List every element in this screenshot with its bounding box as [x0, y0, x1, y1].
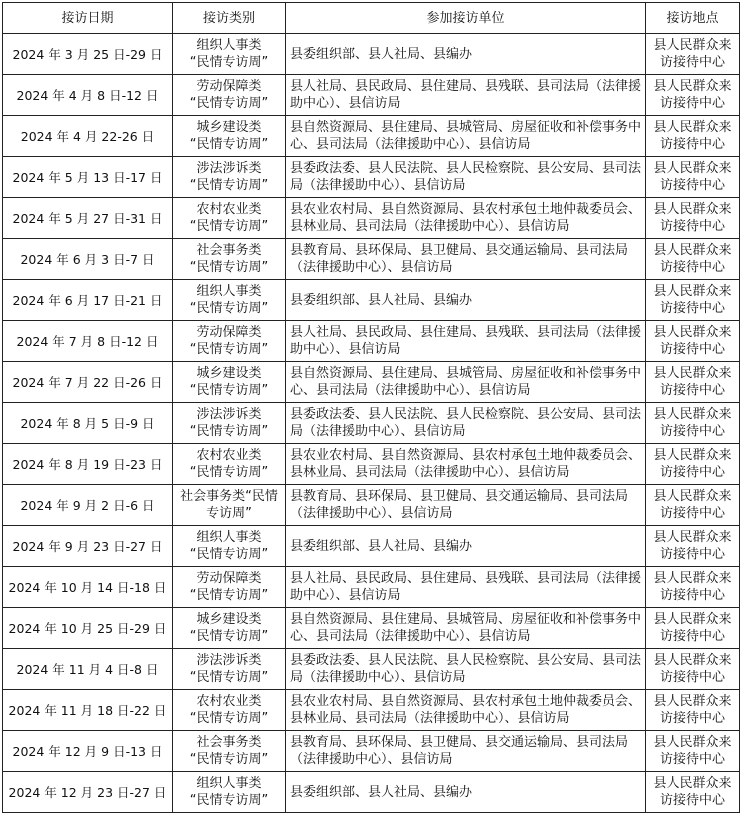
units-cell: 县委组织部、县人社局、县编办	[286, 34, 646, 75]
location-cell: 县人民群众来访接待中心	[646, 403, 740, 444]
category-cell: 劳动保障类 “民情专访周”	[173, 321, 286, 362]
date-cell: 2024 年 12 月 23 日-27 日	[3, 772, 173, 813]
category-cell: 涉法涉诉类 “民情专访周”	[173, 403, 286, 444]
date-cell: 2024 年 5 月 27 日-31 日	[3, 198, 173, 239]
category-cell: 社会事务类 “民情专访周”	[173, 239, 286, 280]
table-row	[3, 280, 740, 321]
date-cell: 2024 年 9 月 23 日-27 日	[3, 526, 173, 567]
header-category: 接访类别	[173, 3, 286, 34]
units-cell: 县人社局、县民政局、县住建局、县残联、县司法局（法律援助中心）、县信访局	[286, 321, 646, 362]
date-cell: 2024 年 7 月 8 日-12 日	[3, 321, 173, 362]
table-row	[3, 403, 740, 444]
location-cell: 县人民群众来访接待中心	[646, 649, 740, 690]
location-cell: 县人民群众来访接待中心	[646, 34, 740, 75]
table-row	[3, 567, 740, 608]
date-cell: 2024 年 6 月 17 日-21 日	[3, 280, 173, 321]
date-cell: 2024 年 3 月 25 日-29 日	[3, 34, 173, 75]
units-cell: 县教育局、县环保局、县卫健局、县交通运输局、县司法局（法律援助中心）、县信访局	[286, 485, 646, 526]
location-cell: 县人民群众来访接待中心	[646, 772, 740, 813]
table-row	[3, 75, 740, 116]
location-cell: 县人民群众来访接待中心	[646, 362, 740, 403]
units-cell: 县人社局、县民政局、县住建局、县残联、县司法局（法律援助中心）、县信访局	[286, 75, 646, 116]
category-cell: 社会事务类“民情专访周”	[173, 485, 286, 526]
location-cell: 县人民群众来访接待中心	[646, 116, 740, 157]
units-cell: 县委组织部、县人社局、县编办	[286, 772, 646, 813]
units-cell: 县自然资源局、县住建局、县城管局、房屋征收和补偿事务中心、县司法局（法律援助中心）、县信访局	[286, 116, 646, 157]
category-cell: 农村农业类 “民情专访周”	[173, 198, 286, 239]
header-date: 接访日期	[3, 3, 173, 34]
location-cell: 县人民群众来访接待中心	[646, 198, 740, 239]
table-row	[3, 198, 740, 239]
table-row	[3, 690, 740, 731]
location-cell: 县人民群众来访接待中心	[646, 280, 740, 321]
schedule-table	[2, 2, 740, 813]
category-cell: 涉法涉诉类 “民情专访周”	[173, 157, 286, 198]
table-row	[3, 362, 740, 403]
table-row	[3, 34, 740, 75]
units-cell: 县农业农村局、县自然资源局、县农村承包土地仲裁委员会、县林业局、县司法局（法律援助中心）、县信访局	[286, 690, 646, 731]
units-cell: 县委政法委、县人民法院、县人民检察院、县公安局、县司法局（法律援助中心）、县信访局	[286, 403, 646, 444]
table-row	[3, 239, 740, 280]
location-cell: 县人民群众来访接待中心	[646, 567, 740, 608]
category-cell: 城乡建设类 “民情专访周”	[173, 362, 286, 403]
date-cell: 2024 年 9 月 2 日-6 日	[3, 485, 173, 526]
units-cell: 县教育局、县环保局、县卫健局、县交通运输局、县司法局（法律援助中心）、县信访局	[286, 239, 646, 280]
category-cell: 组织人事类 “民情专访周”	[173, 34, 286, 75]
units-cell: 县自然资源局、县住建局、县城管局、房屋征收和补偿事务中心、县司法局（法律援助中心）、县信访局	[286, 608, 646, 649]
location-cell: 县人民群众来访接待中心	[646, 157, 740, 198]
header-units: 参加接访单位	[286, 3, 646, 34]
date-cell: 2024 年 4 月 22-26 日	[3, 116, 173, 157]
category-cell: 组织人事类 “民情专访周”	[173, 280, 286, 321]
location-cell: 县人民群众来访接待中心	[646, 75, 740, 116]
table-row	[3, 608, 740, 649]
table-row	[3, 485, 740, 526]
units-cell: 县农业农村局、县自然资源局、县农村承包土地仲裁委员会、县林业局、县司法局（法律援助中心）、县信访局	[286, 198, 646, 239]
table-row	[3, 157, 740, 198]
table-row	[3, 444, 740, 485]
table-row	[3, 321, 740, 362]
header-row	[3, 3, 740, 34]
date-cell: 2024 年 10 月 14 日-18 日	[3, 567, 173, 608]
units-cell: 县委组织部、县人社局、县编办	[286, 280, 646, 321]
units-cell: 县委政法委、县人民法院、县人民检察院、县公安局、县司法局（法律援助中心）、县信访局	[286, 157, 646, 198]
category-cell: 农村农业类 “民情专访周”	[173, 444, 286, 485]
header-location: 接访地点	[646, 3, 740, 34]
location-cell: 县人民群众来访接待中心	[646, 444, 740, 485]
category-cell: 组织人事类 “民情专访周”	[173, 772, 286, 813]
date-cell: 2024 年 12 月 9 日-13 日	[3, 731, 173, 772]
date-cell: 2024 年 10 月 25 日-29 日	[3, 608, 173, 649]
date-cell: 2024 年 8 月 5 日-9 日	[3, 403, 173, 444]
location-cell: 县人民群众来访接待中心	[646, 321, 740, 362]
table-row	[3, 731, 740, 772]
category-cell: 农村农业类 “民情专访周”	[173, 690, 286, 731]
date-cell: 2024 年 11 月 4 日-8 日	[3, 649, 173, 690]
location-cell: 县人民群众来访接待中心	[646, 731, 740, 772]
units-cell: 县委组织部、县人社局、县编办	[286, 526, 646, 567]
location-cell: 县人民群众来访接待中心	[646, 526, 740, 567]
category-cell: 劳动保障类 “民情专访周”	[173, 567, 286, 608]
table-row	[3, 649, 740, 690]
date-cell: 2024 年 5 月 13 日-17 日	[3, 157, 173, 198]
units-cell: 县教育局、县环保局、县卫健局、县交通运输局、县司法局（法律援助中心）、县信访局	[286, 731, 646, 772]
category-cell: 组织人事类 “民情专访周”	[173, 526, 286, 567]
category-cell: 涉法涉诉类 “民情专访周”	[173, 649, 286, 690]
units-cell: 县农业农村局、县自然资源局、县农村承包土地仲裁委员会、县林业局、县司法局（法律援助中心）、县信访局	[286, 444, 646, 485]
category-cell: 城乡建设类 “民情专访周”	[173, 116, 286, 157]
units-cell: 县人社局、县民政局、县住建局、县残联、县司法局（法律援助中心）、县信访局	[286, 567, 646, 608]
table-row	[3, 116, 740, 157]
category-cell: 社会事务类 “民情专访周”	[173, 731, 286, 772]
table-row	[3, 526, 740, 567]
date-cell: 2024 年 6 月 3 日-7 日	[3, 239, 173, 280]
table-header	[3, 3, 740, 34]
location-cell: 县人民群众来访接待中心	[646, 485, 740, 526]
location-cell: 县人民群众来访接待中心	[646, 239, 740, 280]
date-cell: 2024 年 7 月 22 日-26 日	[3, 362, 173, 403]
date-cell: 2024 年 8 月 19 日-23 日	[3, 444, 173, 485]
location-cell: 县人民群众来访接待中心	[646, 608, 740, 649]
table-body	[3, 34, 740, 813]
category-cell: 城乡建设类 “民情专访周”	[173, 608, 286, 649]
units-cell: 县自然资源局、县住建局、县城管局、房屋征收和补偿事务中心、县司法局（法律援助中心）、县信访局	[286, 362, 646, 403]
units-cell: 县委政法委、县人民法院、县人民检察院、县公安局、县司法局（法律援助中心）、县信访局	[286, 649, 646, 690]
date-cell: 2024 年 4 月 8 日-12 日	[3, 75, 173, 116]
category-cell: 劳动保障类 “民情专访周”	[173, 75, 286, 116]
date-cell: 2024 年 11 月 18 日-22 日	[3, 690, 173, 731]
table-row	[3, 772, 740, 813]
location-cell: 县人民群众来访接待中心	[646, 690, 740, 731]
